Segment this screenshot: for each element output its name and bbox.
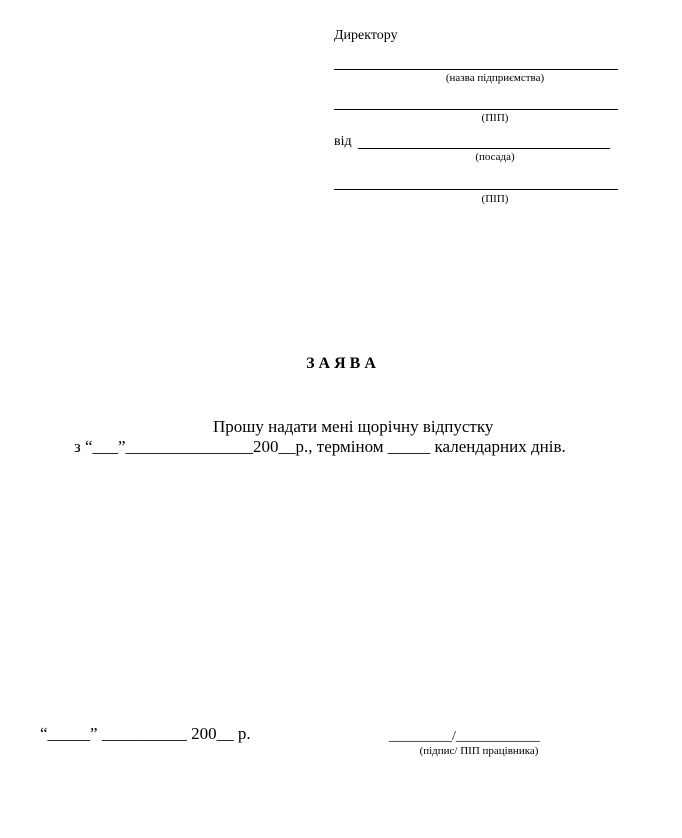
employee-name-caption: (ПІП): [481, 193, 509, 205]
signature-blank: _________/____________: [389, 729, 540, 744]
request-line-1: Прошу надати мені щорічну відпустку: [213, 417, 494, 436]
application-date: “_____” __________ 200__ р.: [40, 724, 251, 743]
position-line: [358, 148, 610, 149]
signature-caption: (підпис/ ПІП працівника): [419, 745, 539, 757]
addressee-label: Директору: [334, 28, 398, 43]
request-line-2: з “___”_______________200__р., терміном _____ календарних днів.: [74, 437, 566, 456]
director-name-line: [334, 109, 618, 110]
company-name-line: [334, 69, 618, 70]
page-title: З А Я В А: [306, 355, 376, 372]
company-name-caption: (назва підприємства): [445, 72, 545, 84]
from-label: від: [334, 134, 352, 149]
employee-name-line: [334, 189, 618, 190]
director-name-caption: (ПІП): [481, 112, 509, 124]
position-caption: (посада): [475, 151, 515, 163]
